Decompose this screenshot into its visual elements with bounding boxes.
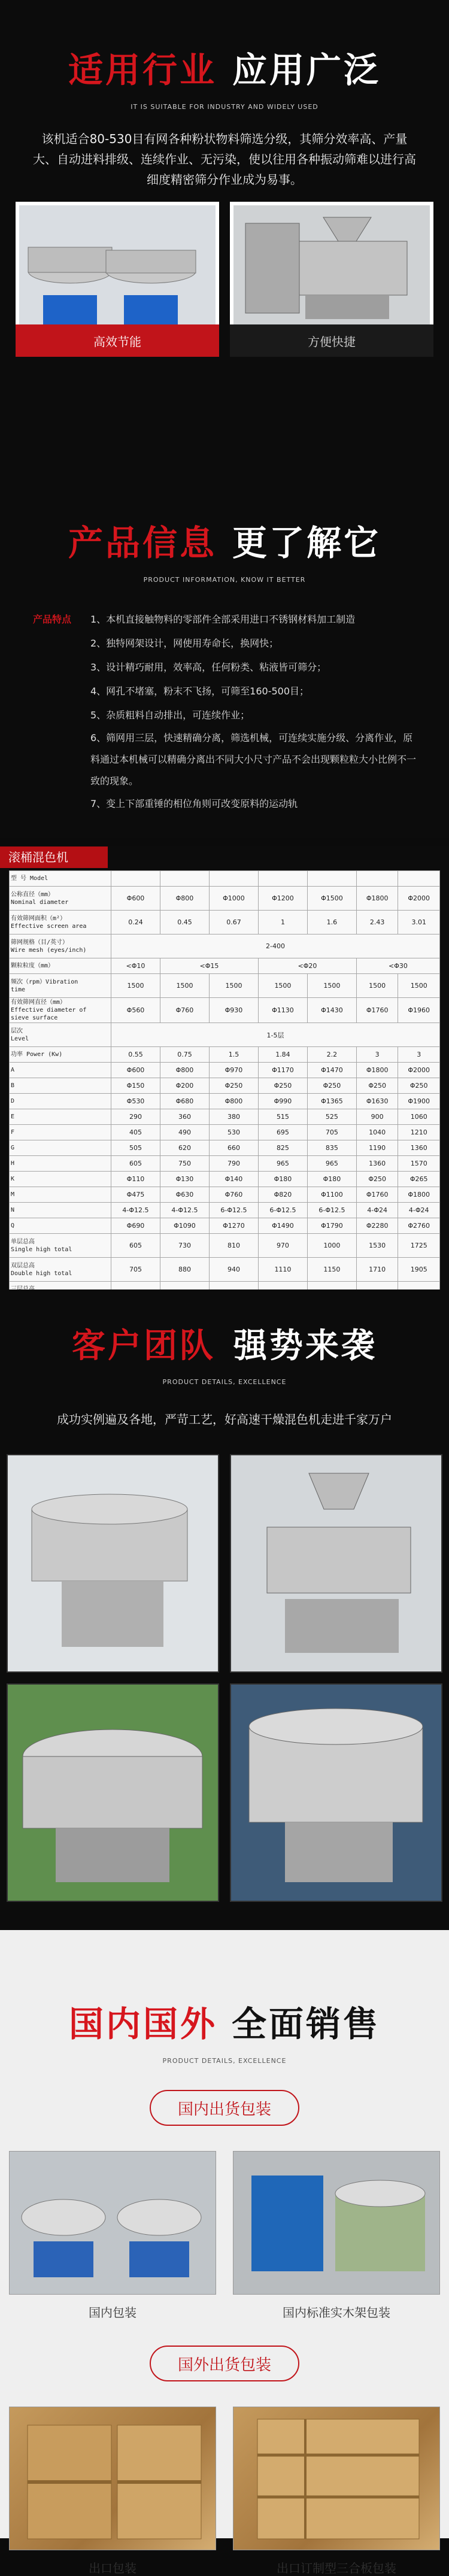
machine-photo	[7, 1683, 219, 1902]
domestic-packaging-pill: 国内出货包装	[150, 2090, 299, 2126]
hero-section	[0, 0, 449, 479]
spec-cell: 3.01	[398, 911, 440, 934]
spec-cell: 1570	[398, 1156, 440, 1172]
spec-cell: Φ475	[111, 1187, 160, 1203]
spec-row-label: 层次 Level	[10, 1023, 111, 1047]
spec-cell: Φ690	[111, 1218, 160, 1234]
spec-cell: 1500	[307, 974, 356, 998]
spec-cell: 4-Φ24	[356, 1203, 398, 1218]
spec-row	[10, 1109, 440, 1125]
spec-cell: 490	[160, 1125, 209, 1140]
spec-row-label: 公称直径（mm） Nominal diameter	[10, 887, 111, 911]
spec-cell: Φ1800	[398, 1187, 440, 1203]
spec-cell: 965	[258, 1156, 307, 1172]
spec-row-label: 筛网规格（目/英寸） Wire mesh (eyes/inch)	[10, 934, 111, 958]
spec-row	[10, 1258, 440, 1282]
spec-row-label: 功率 Power (Kw)	[10, 1047, 111, 1063]
spec-cell: Φ1170	[258, 1063, 307, 1078]
spec-cell: 1000	[307, 1234, 356, 1258]
spec-cell	[258, 871, 307, 887]
product-info-title-red: 产品信息	[68, 523, 217, 563]
spec-cell: <Φ30	[356, 958, 439, 974]
spec-row-label: Q	[10, 1218, 111, 1234]
pack-item	[233, 2151, 440, 2320]
spec-cell: 965	[307, 1156, 356, 1172]
team-photo-grid	[0, 1454, 449, 1902]
spec-cell: 730	[160, 1234, 209, 1258]
spec-cell: 1725	[398, 1234, 440, 1258]
packaging-photo	[233, 2151, 440, 2295]
spec-row-label: G	[10, 1140, 111, 1156]
spec-cell: Φ1790	[307, 1218, 356, 1234]
spec-row	[10, 1203, 440, 1218]
spec-row	[10, 934, 440, 958]
spec-cell: Φ1900	[398, 1094, 440, 1109]
feature-row	[33, 727, 416, 792]
crate-photo	[233, 2407, 440, 2550]
spec-row	[10, 1047, 440, 1063]
spec-row	[10, 974, 440, 998]
spec-cell: 525	[307, 1109, 356, 1125]
spec-cell: 900	[356, 1109, 398, 1125]
spec-cell: 2.2	[307, 1047, 356, 1063]
spec-cell	[111, 871, 160, 887]
spec-row	[10, 1156, 440, 1172]
spec-row-label: A	[10, 1063, 111, 1078]
spec-row	[10, 1218, 440, 1234]
spec-row-label: E	[10, 1109, 111, 1125]
pack-item	[233, 2407, 440, 2576]
machine-photo	[230, 202, 433, 324]
spec-cell: 825	[258, 1140, 307, 1156]
hero-photos	[0, 202, 449, 357]
feature-item: 4、网孔不堵塞，粉末不飞扬，可筛至160-500目；	[90, 685, 310, 697]
spec-cell: Φ760	[209, 1187, 258, 1203]
feature-row	[33, 703, 416, 727]
spec-cell: Φ1270	[209, 1218, 258, 1234]
spec-cell: 3	[356, 1047, 398, 1063]
feature-item: 2、独特网架设计，网使用寿命长，换网快；	[90, 638, 279, 649]
spec-cell: <Φ15	[160, 958, 258, 974]
spec-row	[10, 1187, 440, 1203]
spec-cell: Φ1100	[307, 1187, 356, 1203]
spec-cell: Φ265	[398, 1172, 440, 1187]
spec-cell: 750	[160, 1156, 209, 1172]
spec-cell	[307, 871, 356, 887]
spec-cell: 2.43	[356, 911, 398, 934]
pack-item	[9, 2151, 216, 2320]
spec-cell: Φ1365	[307, 1094, 356, 1109]
spec-cell: Φ560	[111, 998, 160, 1023]
spec-cell: Φ250	[307, 1078, 356, 1094]
spec-row	[10, 998, 440, 1023]
spec-cell: 1500	[258, 974, 307, 998]
team-desc: 成功实例遍及各地，严苛工艺，好高速干燥混色机走进千家万户	[57, 1412, 392, 1427]
spec-cell: 1	[258, 911, 307, 934]
spec-cell	[398, 871, 440, 887]
packaging-photo	[9, 2151, 216, 2295]
spec-row	[10, 1172, 440, 1187]
spec-cell: 515	[258, 1109, 307, 1125]
spec-cell: 1.6	[307, 911, 356, 934]
spec-cell: Φ250	[398, 1078, 440, 1094]
spec-cell: 1500	[398, 974, 440, 998]
spec-cell: Φ680	[160, 1094, 209, 1109]
spec-cell: 1500	[356, 974, 398, 998]
hero-title-red: 适用行业	[68, 50, 217, 90]
pack-caption: 出口订制型三合板包装	[277, 2561, 396, 2575]
product-info-subtitle: PRODUCT INFORMATION, KNOW IT BETTER	[143, 576, 306, 584]
spec-cell: 790	[209, 1156, 258, 1172]
hero-card	[230, 202, 433, 357]
spec-cell: Φ530	[111, 1094, 160, 1109]
spec-cell	[209, 871, 258, 887]
spec-row	[10, 911, 440, 934]
spec-cell: Φ970	[209, 1063, 258, 1078]
spec-cell: 605	[111, 1234, 160, 1258]
product-info-section	[0, 479, 449, 838]
spec-cell: 2-400	[111, 934, 440, 958]
spec-cell: Φ2000	[398, 1063, 440, 1078]
spec-cell: 1360	[398, 1140, 440, 1156]
hero-card-caption: 高效节能	[16, 324, 219, 357]
spec-cell: Φ800	[160, 887, 209, 911]
spec-cell: 1.5	[209, 1047, 258, 1063]
spec-row	[10, 1094, 440, 1109]
spec-cell: 1530	[356, 1234, 398, 1258]
spec-row	[10, 958, 440, 974]
spec-cell: Φ930	[209, 998, 258, 1023]
hero-title	[0, 0, 449, 92]
pack-caption: 出口包装	[89, 2561, 136, 2575]
spec-cell: Φ1800	[356, 887, 398, 911]
spec-cell: 6-Φ12.5	[307, 1203, 356, 1218]
spec-cell: Φ250	[356, 1172, 398, 1187]
spec-cell: Φ180	[307, 1172, 356, 1187]
spec-cell: Φ760	[160, 998, 209, 1023]
spec-cell: 605	[111, 1156, 160, 1172]
spec-cell: 360	[160, 1109, 209, 1125]
spec-cell: 620	[160, 1140, 209, 1156]
feature-item: 3、设计精巧耐用，效率高，任何粉类、粘液皆可筛分；	[90, 662, 327, 673]
spec-cell: 0.24	[111, 911, 160, 934]
feature-row	[33, 792, 416, 816]
spec-cell: Φ150	[111, 1078, 160, 1094]
spec-cell: Φ250	[209, 1078, 258, 1094]
pack-caption: 国内标准实木架包装	[283, 2305, 390, 2320]
spec-row-label: F	[10, 1125, 111, 1140]
spec-cell: Φ1130	[258, 998, 307, 1023]
spec-cell: 530	[209, 1125, 258, 1140]
spec-cell: Φ110	[111, 1172, 160, 1187]
spec-cell: Φ1760	[356, 1187, 398, 1203]
spec-cell: Φ2760	[398, 1218, 440, 1234]
hero-card	[16, 202, 219, 357]
spec-cell: 380	[209, 1109, 258, 1125]
machine-photo	[16, 202, 219, 324]
spec-cell: 1500	[160, 974, 209, 998]
spec-row-label: 有效筛网面积（m²） Effective screen area	[10, 911, 111, 934]
hero-card-caption: 方便快捷	[230, 324, 433, 357]
spec-cell	[160, 871, 209, 887]
spec-row	[10, 871, 440, 887]
spec-row-label: K	[10, 1172, 111, 1187]
pack-caption: 国内包装	[89, 2305, 136, 2320]
spec-cell: 810	[209, 1234, 258, 1258]
product-info-title	[0, 479, 449, 565]
spec-cell: Φ1490	[258, 1218, 307, 1234]
spec-cell: Φ1470	[307, 1063, 356, 1078]
spec-cell: 660	[209, 1140, 258, 1156]
spec-cell: 1-5层	[111, 1023, 440, 1047]
spec-cell: Φ1760	[356, 998, 398, 1023]
spec-cell: 0.67	[209, 911, 258, 934]
spec-cell: 1150	[307, 1258, 356, 1282]
spec-row	[10, 1078, 440, 1094]
spec-row-label: N	[10, 1203, 111, 1218]
spec-cell: 0.75	[160, 1047, 209, 1063]
spec-cell: 1060	[398, 1109, 440, 1125]
feature-key: 产品特点	[33, 614, 72, 625]
spec-table	[9, 870, 440, 1297]
sales-section	[0, 1930, 449, 2575]
spec-cell: 3	[398, 1047, 440, 1063]
spec-cell	[356, 871, 398, 887]
spec-cell: Φ800	[209, 1094, 258, 1109]
spec-cell: 835	[307, 1140, 356, 1156]
crate-photo	[9, 2407, 216, 2550]
feature-item: 5、杂质粗料自动排出，可连续作业；	[90, 709, 250, 721]
spec-cell: Φ1960	[398, 998, 440, 1023]
hero-subtitle: IT IS SUITABLE FOR INDUSTRY AND WIDELY USED	[131, 103, 318, 111]
machine-photo	[230, 1683, 442, 1902]
spec-cell: 1.84	[258, 1047, 307, 1063]
spec-cell: 505	[111, 1140, 160, 1156]
spec-cell: Φ200	[160, 1078, 209, 1094]
spec-cell: Φ800	[160, 1063, 209, 1078]
spec-row-label: 型 号 Model	[10, 871, 111, 887]
spec-cell: Φ1630	[356, 1094, 398, 1109]
spec-cell: Φ250	[258, 1078, 307, 1094]
spec-row	[10, 1140, 440, 1156]
spec-cell: Φ820	[258, 1187, 307, 1203]
spec-cell: 880	[160, 1258, 209, 1282]
spec-row-label: M	[10, 1187, 111, 1203]
spec-cell: Φ130	[160, 1172, 209, 1187]
spec-cell: 290	[111, 1109, 160, 1125]
spec-cell: 0.45	[160, 911, 209, 934]
spec-cell: <Φ20	[258, 958, 356, 974]
spec-row-label: 频次（rpm）Vibration time	[10, 974, 111, 998]
feature-row	[33, 632, 416, 656]
spec-cell: 4-Φ24	[398, 1203, 440, 1218]
spec-cell: Φ2000	[398, 887, 440, 911]
sales-subtitle: PRODUCT DETAILS, EXCELLENCE	[162, 2057, 287, 2065]
spec-cell: Φ1800	[356, 1063, 398, 1078]
spec-row-label: 单层总高 Single high total	[10, 1234, 111, 1258]
spec-cell: Φ990	[258, 1094, 307, 1109]
spec-row-label: 双层总高 Double high total	[10, 1258, 111, 1282]
spec-row	[10, 1234, 440, 1258]
hero-title-white: 应用广泛	[232, 50, 381, 90]
spec-row-label: B	[10, 1078, 111, 1094]
spec-cell: 1190	[356, 1140, 398, 1156]
product-info-title-white: 更了解它	[232, 523, 381, 563]
spec-cell: 1040	[356, 1125, 398, 1140]
sales-title-dark: 全面销售	[232, 2004, 381, 2044]
spec-cell: 1500	[111, 974, 160, 998]
spec-cell: 1210	[398, 1125, 440, 1140]
spec-row-label: 有效筛网直径（mm） Effective diameter of sieve surface	[10, 998, 111, 1023]
team-title-white: 强势来袭	[233, 1327, 377, 1366]
spec-cell: 405	[111, 1125, 160, 1140]
spec-cell: Φ140	[209, 1172, 258, 1187]
spec-cell: Φ2280	[356, 1218, 398, 1234]
team-title	[0, 1289, 449, 1367]
spec-section	[0, 846, 449, 1289]
sales-title	[0, 1930, 449, 2046]
feature-item: 1、本机直接触物料的零部件全部采用进口不锈钢材料加工制造	[90, 614, 356, 625]
spec-cell: Φ1500	[307, 887, 356, 911]
spec-row	[10, 1125, 440, 1140]
feature-list	[33, 608, 416, 816]
team-title-red: 客户团队	[72, 1327, 216, 1366]
machine-photo	[7, 1454, 219, 1673]
foreign-packaging-pill: 国外出货包装	[150, 2346, 299, 2381]
spec-cell: 4-Φ12.5	[111, 1203, 160, 1218]
spec-row-label: H	[10, 1156, 111, 1172]
machine-photo	[230, 1454, 442, 1673]
pack-item	[9, 2407, 216, 2576]
sales-title-red: 国内国外	[68, 2004, 217, 2044]
spec-cell: 4-Φ12.5	[160, 1203, 209, 1218]
spec-cell: Φ1430	[307, 998, 356, 1023]
hero-intro: 该机适合80-530目有网各种粉状物料筛选分级，其筛分效率高、产量大、自动进料排级、连续作业、无污染，使以往用各种振动筛难以进行高细度精密筛分作业成为易事。	[33, 132, 416, 187]
spec-cell: 940	[209, 1258, 258, 1282]
spec-cell: Φ1000	[209, 887, 258, 911]
spec-cell: 695	[258, 1125, 307, 1140]
spec-cell: Φ600	[111, 1063, 160, 1078]
spec-row	[10, 1063, 440, 1078]
spec-cell: Φ1200	[258, 887, 307, 911]
spec-cell: Φ180	[258, 1172, 307, 1187]
feature-row	[33, 656, 416, 679]
spec-row-label: 颗粒粒度（mm）	[10, 958, 111, 974]
spec-cell: <Φ10	[111, 958, 160, 974]
spec-cell: 1360	[356, 1156, 398, 1172]
spec-cell: 1110	[258, 1258, 307, 1282]
spec-cell: 1500	[209, 974, 258, 998]
spec-cell: Φ600	[111, 887, 160, 911]
spec-title: 滚桶混色机	[0, 846, 108, 868]
spec-cell: 1710	[356, 1258, 398, 1282]
spec-cell: Φ1090	[160, 1218, 209, 1234]
team-section	[0, 1289, 449, 1930]
spec-cell: Φ250	[356, 1078, 398, 1094]
spec-cell: Φ630	[160, 1187, 209, 1203]
spec-cell: 705	[111, 1258, 160, 1282]
domestic-packaging-row	[0, 2151, 449, 2320]
spec-cell: 970	[258, 1234, 307, 1258]
foreign-packaging-row	[0, 2407, 449, 2576]
spec-cell: 6-Φ12.5	[209, 1203, 258, 1218]
spec-cell: 1905	[398, 1258, 440, 1282]
team-subtitle: PRODUCT DETAILS, EXCELLENCE	[162, 1378, 287, 1386]
feature-item: 6、筛网用三层，快速精确分离，筛选机械，可连续实施分级、分离作业，原料通过本机械可以精确分离出不同大小尺寸产品不会出现颗粒粒大小比例不一致的现象。	[90, 732, 417, 787]
feature-row	[33, 608, 416, 632]
spec-row	[10, 887, 440, 911]
spec-row	[10, 1023, 440, 1047]
feature-row	[33, 679, 416, 703]
spec-cell: 705	[307, 1125, 356, 1140]
spec-cell: 6-Φ12.5	[258, 1203, 307, 1218]
spec-row-label: D	[10, 1094, 111, 1109]
feature-item: 7、变上下部重锤的相位角则可改变原料的运动轨	[90, 798, 298, 809]
spec-cell: 0.55	[111, 1047, 160, 1063]
